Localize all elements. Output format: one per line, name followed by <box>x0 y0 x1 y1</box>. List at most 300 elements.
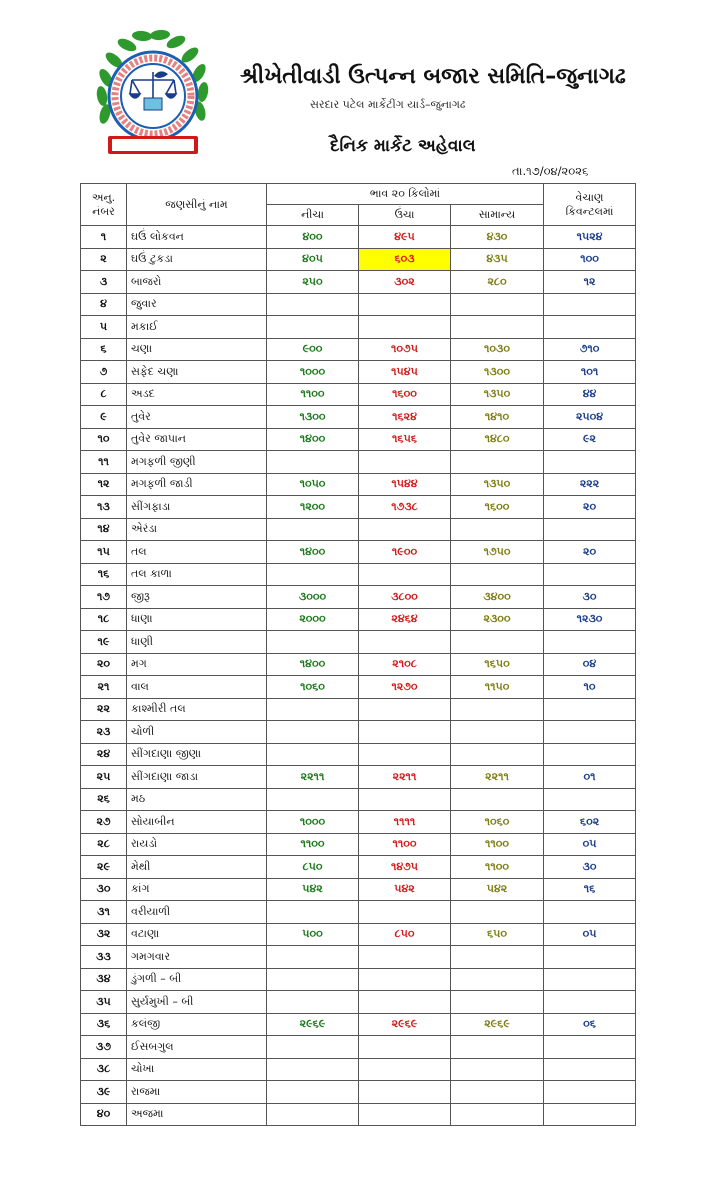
row-number-cell: ૧૭ <box>81 586 127 609</box>
commodity-name-cell: રાજમા <box>127 1081 267 1104</box>
table-row <box>81 293 636 316</box>
org-address: સરદાર પટેલ માર્કેટીંગ યાર્ડ–જુનાગઢ <box>310 98 466 111</box>
commodity-name-cell: સોયાબીન <box>127 811 267 834</box>
min-price-cell: ૨૨૧૧ <box>267 766 359 789</box>
min-price-cell <box>267 451 359 474</box>
commodity-name-cell: સીંગદાણા જાડા <box>127 766 267 789</box>
min-price-cell <box>267 316 359 339</box>
commodity-name-cell: સફેદ ચણા <box>127 361 267 384</box>
max-price-cell: ૨૨૧૧ <box>359 766 451 789</box>
table-row <box>81 1036 636 1059</box>
quantity-cell: ૦૫ <box>544 833 636 856</box>
min-price-cell <box>267 1081 359 1104</box>
commodity-name-cell: કલંજી <box>127 1013 267 1036</box>
avg-price-cell: ૧૧૦૦ <box>451 856 544 879</box>
row-number-cell: ૧૧ <box>81 451 127 474</box>
col-header-qty-line2: કિવન્ટલમાં <box>565 204 614 218</box>
avg-price-cell <box>451 563 544 586</box>
min-price-cell <box>267 946 359 969</box>
avg-price-cell: ૫૪૨ <box>451 878 544 901</box>
max-price-cell <box>359 563 451 586</box>
avg-price-cell <box>451 631 544 654</box>
table-row <box>81 631 636 654</box>
row-number-cell: ૩૨ <box>81 923 127 946</box>
table-row <box>81 1081 636 1104</box>
max-price-cell <box>359 991 451 1014</box>
commodity-name-cell: મગ <box>127 653 267 676</box>
commodity-name-cell: સીંગદાણા જીણા <box>127 743 267 766</box>
table-row <box>81 698 636 721</box>
max-price-cell <box>359 901 451 924</box>
avg-price-cell <box>451 991 544 1014</box>
table-row <box>81 518 636 541</box>
row-number-cell: ૩૮ <box>81 1058 127 1081</box>
min-price-cell <box>267 631 359 654</box>
row-number-cell: ૨૩ <box>81 721 127 744</box>
min-price-cell: ૧૪૦૦ <box>267 653 359 676</box>
col-header-min: નીચા <box>267 205 359 226</box>
avg-price-cell <box>451 1058 544 1081</box>
table-row <box>81 541 636 564</box>
commodity-name-cell: જીરૂ <box>127 586 267 609</box>
quantity-cell: ૨૦ <box>544 496 636 519</box>
col-header-price-group: ભાવ ૨૦ કિલોમાં <box>267 184 544 205</box>
row-number-cell: ૨૦ <box>81 653 127 676</box>
avg-price-cell: ૨૯૬૯ <box>451 1013 544 1036</box>
quantity-cell: ૧૦૧ <box>544 361 636 384</box>
avg-price-cell: ૧૦૬૦ <box>451 811 544 834</box>
max-price-cell: ૧૯૦૦ <box>359 541 451 564</box>
quantity-cell <box>544 316 636 339</box>
min-price-cell <box>267 293 359 316</box>
quantity-cell <box>544 1081 636 1104</box>
col-header-qty-line1: વેચાણ <box>575 190 604 204</box>
row-number-cell: ૩ <box>81 271 127 294</box>
commodity-name-cell: સુર્યમુખી – બી <box>127 991 267 1014</box>
min-price-cell <box>267 721 359 744</box>
min-price-cell: ૪૦૦ <box>267 226 359 249</box>
min-price-cell: ૧૦૦૦ <box>267 811 359 834</box>
row-number-cell: ૧૦ <box>81 428 127 451</box>
table-row <box>81 946 636 969</box>
quantity-cell <box>544 788 636 811</box>
max-price-cell <box>359 316 451 339</box>
commodity-name-cell: કાંગ <box>127 878 267 901</box>
avg-price-cell <box>451 721 544 744</box>
table-row <box>81 1013 636 1036</box>
commodity-name-cell: એરંડા <box>127 518 267 541</box>
row-number-cell: ૨૮ <box>81 833 127 856</box>
table-row <box>81 788 636 811</box>
row-number-cell: ૧૩ <box>81 496 127 519</box>
avg-price-cell: ૪૩૦ <box>451 226 544 249</box>
max-price-cell <box>359 518 451 541</box>
table-row <box>81 473 636 496</box>
col-header-name: જણસીનું નામ <box>127 184 267 226</box>
quantity-cell <box>544 631 636 654</box>
min-price-cell: ૯૦૦ <box>267 338 359 361</box>
quantity-cell: ૨૨૨ <box>544 473 636 496</box>
max-price-cell <box>359 1036 451 1059</box>
row-number-cell: ૩૦ <box>81 878 127 901</box>
row-number-cell: ૧૪ <box>81 518 127 541</box>
table-row <box>81 1103 636 1126</box>
min-price-cell <box>267 518 359 541</box>
max-price-cell: ૧૦૭૫ <box>359 338 451 361</box>
min-price-cell: ૧૩૦૦ <box>267 406 359 429</box>
quantity-cell <box>544 518 636 541</box>
avg-price-cell: ૧૦૩૦ <box>451 338 544 361</box>
max-price-cell: ૧૨૭૦ <box>359 676 451 699</box>
commodity-name-cell: રાયડો <box>127 833 267 856</box>
avg-price-cell <box>451 451 544 474</box>
commodity-name-cell: ઈસબગુલ <box>127 1036 267 1059</box>
max-price-cell: ૧૧૧૧ <box>359 811 451 834</box>
max-price-cell: ૧૪૭૫ <box>359 856 451 879</box>
avg-price-cell: ૧૪૧૦ <box>451 406 544 429</box>
quantity-cell <box>544 1036 636 1059</box>
quantity-cell: ૧૦૦ <box>544 248 636 271</box>
max-price-cell <box>359 698 451 721</box>
quantity-cell: ૬૦૨ <box>544 811 636 834</box>
row-number-cell: ૩૪ <box>81 968 127 991</box>
org-name: શ્રીખેતીવાડી ઉત્પન્ન બજાર સમિતિ–જુનાગઢ <box>240 64 626 89</box>
max-price-cell: ૧૫૪૪ <box>359 473 451 496</box>
row-number-cell: ૩૧ <box>81 901 127 924</box>
min-price-cell: ૨૦૦૦ <box>267 608 359 631</box>
table-row <box>81 316 636 339</box>
max-price-cell <box>359 946 451 969</box>
avg-price-cell <box>451 1036 544 1059</box>
table-row <box>81 563 636 586</box>
quantity-cell: ૦૪ <box>544 653 636 676</box>
row-number-cell: ૭ <box>81 361 127 384</box>
row-number-cell: ૩૯ <box>81 1081 127 1104</box>
avg-price-cell: ૨૮૦ <box>451 271 544 294</box>
max-price-cell: ૪૯૫ <box>359 226 451 249</box>
quantity-cell <box>544 563 636 586</box>
row-number-cell: ૨૭ <box>81 811 127 834</box>
avg-price-cell: ૨૩૦૦ <box>451 608 544 631</box>
commodity-name-cell: કાશ્મીરી તલ <box>127 698 267 721</box>
avg-price-cell: ૧૧૫૦ <box>451 676 544 699</box>
commodity-name-cell: ચણા <box>127 338 267 361</box>
avg-price-cell: ૧૩૫૦ <box>451 383 544 406</box>
avg-price-cell <box>451 946 544 969</box>
min-price-cell: ૩૦૦૦ <box>267 586 359 609</box>
commodity-name-cell: તુવેર જાપાન <box>127 428 267 451</box>
table-row <box>81 586 636 609</box>
min-price-cell <box>267 788 359 811</box>
max-price-cell <box>359 1081 451 1104</box>
quantity-cell: ૭૧૦ <box>544 338 636 361</box>
col-header-no-line1: અનુ. <box>91 190 116 204</box>
commodity-name-cell: ધાણી <box>127 631 267 654</box>
avg-price-cell: ૬૫૦ <box>451 923 544 946</box>
table-row <box>81 361 636 384</box>
col-header-no-line2: નંબર <box>92 204 115 218</box>
avg-price-cell <box>451 698 544 721</box>
commodity-name-cell: વરીયાળી <box>127 901 267 924</box>
report-title: દૈનિક માર્કેટ અહેવાલ <box>330 136 476 156</box>
min-price-cell <box>267 563 359 586</box>
quantity-cell: ૪૪ <box>544 383 636 406</box>
table-row <box>81 496 636 519</box>
max-price-cell: ૧૬૦૦ <box>359 383 451 406</box>
commodity-name-cell: જુવાર <box>127 293 267 316</box>
avg-price-cell <box>451 1103 544 1126</box>
commodity-name-cell: વટાણા <box>127 923 267 946</box>
quantity-cell <box>544 743 636 766</box>
min-price-cell: ૫૦૦ <box>267 923 359 946</box>
max-price-cell <box>359 968 451 991</box>
table-row <box>81 226 636 249</box>
quantity-cell: ૩૦ <box>544 856 636 879</box>
quantity-cell: ૦૧ <box>544 766 636 789</box>
row-number-cell: ૧ <box>81 226 127 249</box>
table-row <box>81 383 636 406</box>
report-date: તા.૧૭/૦૪/૨૦૨૬ <box>512 164 589 178</box>
commodity-name-cell: તુવેર <box>127 406 267 429</box>
row-number-cell: ૩૫ <box>81 991 127 1014</box>
market-rates-table <box>80 183 636 1126</box>
commodity-name-cell: મકાઈ <box>127 316 267 339</box>
max-price-cell <box>359 1103 451 1126</box>
row-number-cell: ૯ <box>81 406 127 429</box>
min-price-cell: ૧૪૦૦ <box>267 428 359 451</box>
max-price-cell: ૨૯૬૯ <box>359 1013 451 1036</box>
min-price-cell: ૨૫૦ <box>267 271 359 294</box>
avg-price-cell <box>451 293 544 316</box>
max-price-cell: ૩૦૨ <box>359 271 451 294</box>
col-header-no <box>81 184 127 226</box>
min-price-cell: ૧૪૦૦ <box>267 541 359 564</box>
row-number-cell: ૨૪ <box>81 743 127 766</box>
table-row <box>81 901 636 924</box>
commodity-name-cell: મગફળી જીણી <box>127 451 267 474</box>
row-number-cell: ૩૩ <box>81 946 127 969</box>
min-price-cell <box>267 698 359 721</box>
quantity-cell <box>544 968 636 991</box>
max-price-cell: ૧૧૦૦ <box>359 833 451 856</box>
avg-price-cell <box>451 316 544 339</box>
table-row <box>81 721 636 744</box>
min-price-cell <box>267 968 359 991</box>
min-price-cell <box>267 991 359 1014</box>
row-number-cell: ૩૬ <box>81 1013 127 1036</box>
row-number-cell: ૨૯ <box>81 856 127 879</box>
max-price-cell: ૨૧૦૮ <box>359 653 451 676</box>
table-row <box>81 428 636 451</box>
max-price-cell: ૨૪૬૪ <box>359 608 451 631</box>
row-number-cell: ૧૫ <box>81 541 127 564</box>
quantity-cell: ૧૬ <box>544 878 636 901</box>
quantity-cell <box>544 1103 636 1126</box>
col-header-qty <box>544 184 636 226</box>
min-price-cell: ૧૨૦૦ <box>267 496 359 519</box>
max-price-cell <box>359 743 451 766</box>
table-row <box>81 248 636 271</box>
quantity-cell: ૧૫૨૪ <box>544 226 636 249</box>
quantity-cell <box>544 721 636 744</box>
quantity-cell <box>544 946 636 969</box>
table-row <box>81 923 636 946</box>
row-number-cell: ૧૮ <box>81 608 127 631</box>
avg-price-cell <box>451 968 544 991</box>
table-row <box>81 743 636 766</box>
quantity-cell <box>544 1058 636 1081</box>
max-price-cell: ૮૫૦ <box>359 923 451 946</box>
table-row <box>81 676 636 699</box>
commodity-name-cell: અડદ <box>127 383 267 406</box>
avg-price-cell: ૧૭૫૦ <box>451 541 544 564</box>
commodity-name-cell: તલ <box>127 541 267 564</box>
max-price-cell <box>359 631 451 654</box>
row-number-cell: ૮ <box>81 383 127 406</box>
quantity-cell: ૦૬ <box>544 1013 636 1036</box>
quantity-cell <box>544 698 636 721</box>
table-body <box>81 226 636 1126</box>
table-row <box>81 878 636 901</box>
min-price-cell <box>267 1058 359 1081</box>
max-price-cell: ૬૦૩ <box>359 248 451 271</box>
row-number-cell: ૫ <box>81 316 127 339</box>
min-price-cell: ૧૧૦૦ <box>267 833 359 856</box>
min-price-cell <box>267 743 359 766</box>
quantity-cell <box>544 901 636 924</box>
avg-price-cell: ૧૧૦૦ <box>451 833 544 856</box>
avg-price-cell: ૩૪૦૦ <box>451 586 544 609</box>
quantity-cell: ૦૫ <box>544 923 636 946</box>
commodity-name-cell: મઠ <box>127 788 267 811</box>
quantity-cell: ૯૨ <box>544 428 636 451</box>
max-price-cell: ૫૪૨ <box>359 878 451 901</box>
table-row <box>81 406 636 429</box>
commodity-name-cell: ગમગવાર <box>127 946 267 969</box>
commodity-name-cell: ચોખા <box>127 1058 267 1081</box>
commodity-name-cell: ધાણા <box>127 608 267 631</box>
table-row <box>81 766 636 789</box>
table-row <box>81 811 636 834</box>
quantity-cell <box>544 293 636 316</box>
row-number-cell: ૪૦ <box>81 1103 127 1126</box>
commodity-name-cell: સીંગફાડા <box>127 496 267 519</box>
row-number-cell: ૨૨ <box>81 698 127 721</box>
table-header-row-1 <box>81 184 636 205</box>
min-price-cell: ૧૦૬૦ <box>267 676 359 699</box>
commodity-name-cell: અજમા <box>127 1103 267 1126</box>
table-row <box>81 991 636 1014</box>
avg-price-cell: ૧૩૫૦ <box>451 473 544 496</box>
min-price-cell <box>267 1103 359 1126</box>
min-price-cell: ૧૧૦૦ <box>267 383 359 406</box>
max-price-cell: ૧૭૩૮ <box>359 496 451 519</box>
quantity-cell: ૧૨૩૦ <box>544 608 636 631</box>
avg-price-cell: ૧૬૦૦ <box>451 496 544 519</box>
row-number-cell: ૧૯ <box>81 631 127 654</box>
row-number-cell: ૨ <box>81 248 127 271</box>
commodity-name-cell: મેથી <box>127 856 267 879</box>
commodity-name-cell: ઘઉં લોકવન <box>127 226 267 249</box>
table-row <box>81 856 636 879</box>
row-number-cell: ૨૫ <box>81 766 127 789</box>
min-price-cell: ૧૦૦૦ <box>267 361 359 384</box>
commodity-name-cell: તલ કાળા <box>127 563 267 586</box>
max-price-cell: ૩૮૦૦ <box>359 586 451 609</box>
row-number-cell: ૧૨ <box>81 473 127 496</box>
col-header-max: ઉંચા <box>359 205 451 226</box>
quantity-cell: ૧૦ <box>544 676 636 699</box>
table-row <box>81 968 636 991</box>
max-price-cell: ૧૬૫૬ <box>359 428 451 451</box>
min-price-cell: ૨૯૬૯ <box>267 1013 359 1036</box>
commodity-name-cell: વાલ <box>127 676 267 699</box>
quantity-cell: ૩૦ <box>544 586 636 609</box>
max-price-cell: ૧૫૪૫ <box>359 361 451 384</box>
row-number-cell: ૩૭ <box>81 1036 127 1059</box>
table-row <box>81 653 636 676</box>
max-price-cell <box>359 451 451 474</box>
commodity-name-cell: ડુંગળી – બી <box>127 968 267 991</box>
min-price-cell: ૫૪૨ <box>267 878 359 901</box>
max-price-cell: ૧૬૨૪ <box>359 406 451 429</box>
max-price-cell <box>359 788 451 811</box>
table-row <box>81 833 636 856</box>
avg-price-cell <box>451 743 544 766</box>
row-number-cell: ૪ <box>81 293 127 316</box>
table-row <box>81 338 636 361</box>
min-price-cell <box>267 1036 359 1059</box>
max-price-cell <box>359 293 451 316</box>
quantity-cell <box>544 451 636 474</box>
quantity-cell: ૨૦ <box>544 541 636 564</box>
row-number-cell: ૬ <box>81 338 127 361</box>
min-price-cell: ૪૦૫ <box>267 248 359 271</box>
table-row <box>81 1058 636 1081</box>
row-number-cell: ૧૬ <box>81 563 127 586</box>
commodity-name-cell: ઘઉં ટુકડા <box>127 248 267 271</box>
row-number-cell: ૨૬ <box>81 788 127 811</box>
avg-price-cell: ૨૨૧૧ <box>451 766 544 789</box>
row-number-cell: ૨૧ <box>81 676 127 699</box>
apmc-logo <box>92 18 214 158</box>
min-price-cell: ૮૫૦ <box>267 856 359 879</box>
col-header-avg: સામાન્ય <box>451 205 544 226</box>
min-price-cell: ૧૦૫૦ <box>267 473 359 496</box>
table-row <box>81 451 636 474</box>
avg-price-cell <box>451 901 544 924</box>
avg-price-cell: ૪૩૫ <box>451 248 544 271</box>
table-row <box>81 608 636 631</box>
quantity-cell: ૨૫૦૪ <box>544 406 636 429</box>
quantity-cell: ૧૨ <box>544 271 636 294</box>
max-price-cell <box>359 1058 451 1081</box>
avg-price-cell <box>451 518 544 541</box>
commodity-name-cell: ચોળી <box>127 721 267 744</box>
avg-price-cell: ૧૬૫૦ <box>451 653 544 676</box>
avg-price-cell <box>451 1081 544 1104</box>
avg-price-cell <box>451 788 544 811</box>
apmc-emblem-icon <box>92 18 214 158</box>
commodity-name-cell: બાજરો <box>127 271 267 294</box>
quantity-cell <box>544 991 636 1014</box>
avg-price-cell: ૧૪૮૦ <box>451 428 544 451</box>
table-row <box>81 271 636 294</box>
min-price-cell <box>267 901 359 924</box>
avg-price-cell: ૧૩૦૦ <box>451 361 544 384</box>
max-price-cell <box>359 721 451 744</box>
commodity-name-cell: મગફળી જાડી <box>127 473 267 496</box>
